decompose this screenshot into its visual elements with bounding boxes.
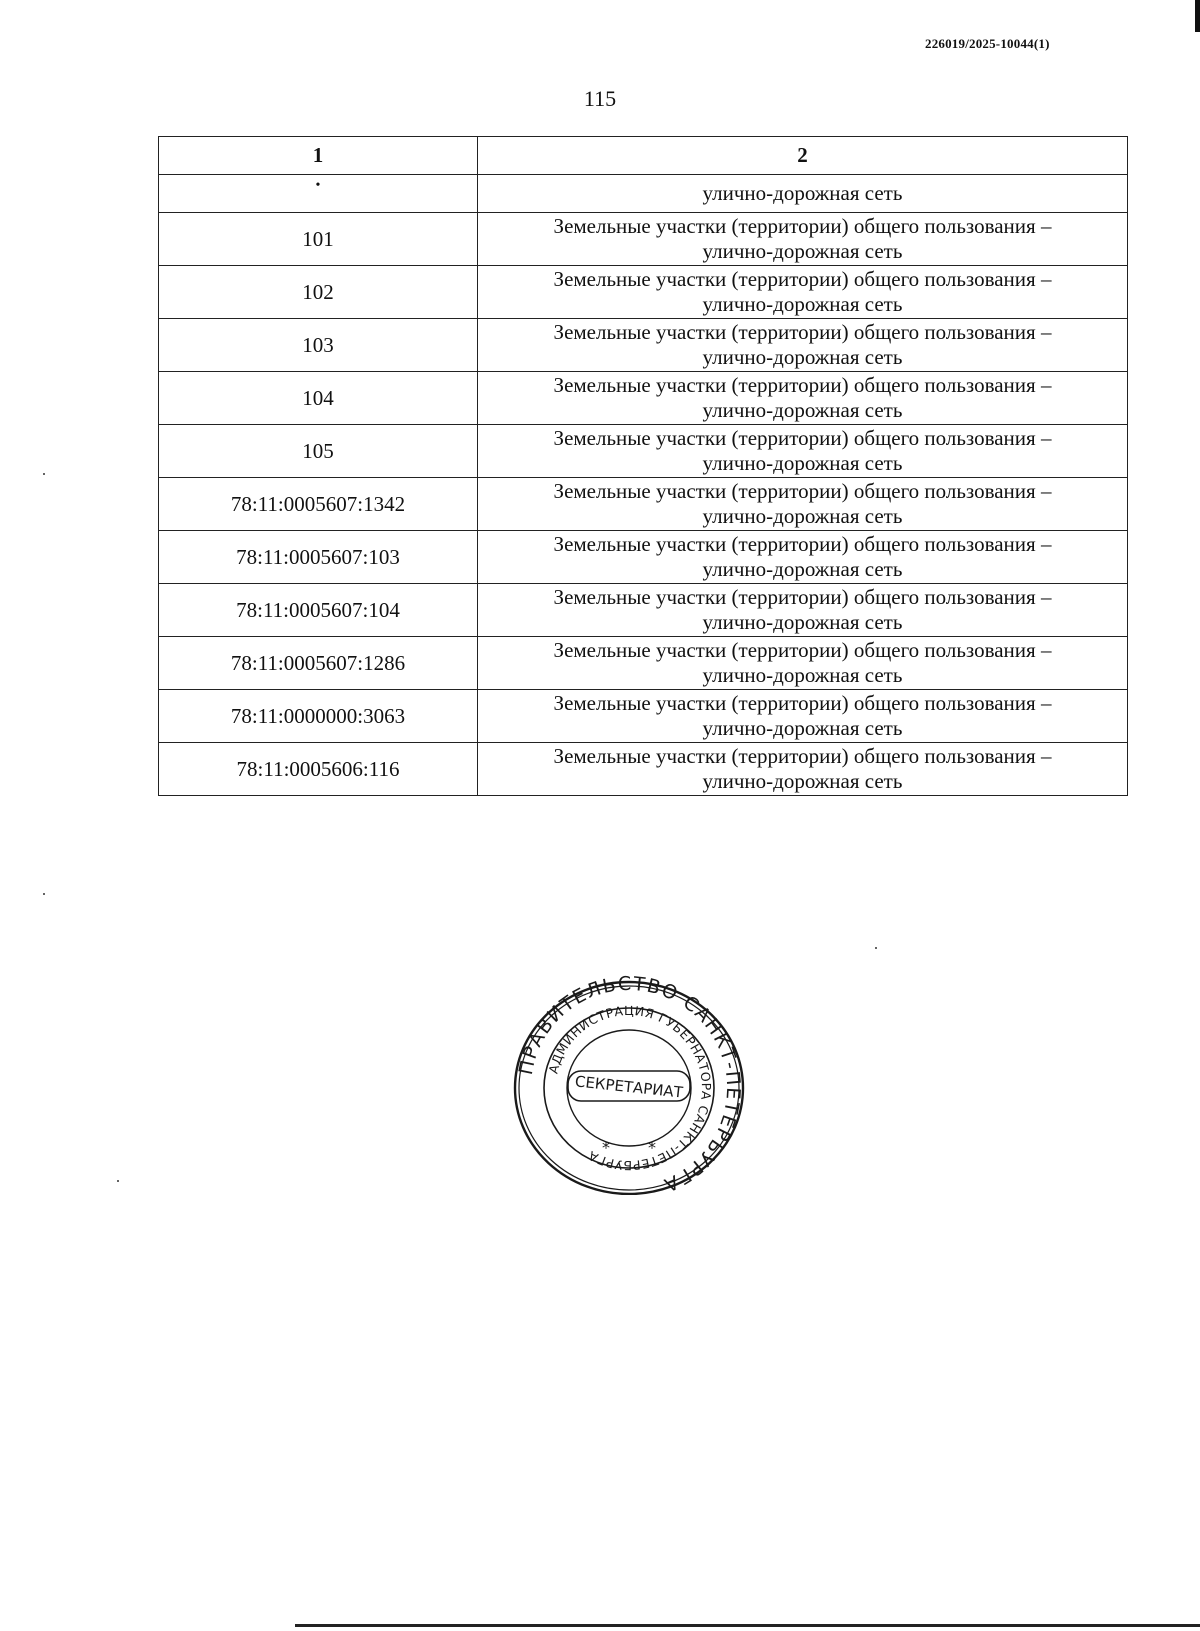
- table-row: [159, 372, 1128, 425]
- scan-edge-mark: [1195, 0, 1200, 32]
- description-line-1: Земельные участки (территории) общего пользования –: [553, 638, 1052, 662]
- description-line-1: Земельные участки (территории) общего пользования –: [553, 479, 1052, 503]
- parcel-description-cell: [478, 478, 1128, 531]
- description-line-1: Земельные участки (территории) общего пользования –: [553, 214, 1052, 238]
- description-line-2: улично-дорожная сеть: [702, 345, 903, 369]
- description-line-2: улично-дорожная сеть: [702, 663, 903, 687]
- scan-speck: [875, 947, 877, 949]
- parcel-id-cell: 78:11:0005607:1342: [159, 478, 478, 531]
- description-line-2: улично-дорожная сеть: [702, 292, 903, 316]
- table-row: [159, 690, 1128, 743]
- description-line-2: улично-дорожная сеть: [702, 610, 903, 634]
- stamp-outer-text: ПРАВИТЕЛЬСТВО САНКТ-ПЕТЕРБУРГА: [514, 975, 745, 1195]
- official-stamp: [512, 975, 747, 1195]
- continuation-cell-1: [159, 175, 478, 213]
- parcel-description-cell: [478, 319, 1128, 372]
- description-line-2: улично-дорожная сеть: [702, 398, 903, 422]
- continuation-mark: •: [315, 178, 321, 193]
- stamp-center-text: СЕКРЕТАРИАТ: [574, 1072, 684, 1102]
- scan-speck: [43, 893, 45, 895]
- column-header-1: 1: [159, 137, 478, 175]
- scan-speck: [117, 1180, 119, 1182]
- table-row: [159, 584, 1128, 637]
- table-row: [159, 266, 1128, 319]
- stamp-inner-text: АДМИНИСТРАЦИЯ ГУБЕРНАТОРА САНКТ-ПЕТЕРБУРГА: [545, 1002, 715, 1174]
- parcel-id-cell: 103: [159, 319, 478, 372]
- scan-speck: [43, 473, 45, 475]
- parcel-id-cell: 105: [159, 425, 478, 478]
- page-number: 115: [583, 86, 617, 111]
- parcel-table: [158, 136, 1128, 796]
- description-line-1: Земельные участки (территории) общего пользования –: [553, 320, 1052, 344]
- description-line-2: улично-дорожная сеть: [702, 769, 903, 793]
- parcel-description-cell: [478, 531, 1128, 584]
- description-line-2: улично-дорожная сеть: [702, 239, 903, 263]
- column-header-2: 2: [478, 137, 1128, 175]
- parcel-description-cell: [478, 266, 1128, 319]
- parcel-description-cell: [478, 372, 1128, 425]
- description-line-2: улично-дорожная сеть: [702, 716, 903, 740]
- parcel-id-cell: 78:11:0005607:103: [159, 531, 478, 584]
- table-row: [159, 531, 1128, 584]
- table-row: [159, 425, 1128, 478]
- continuation-cell-2: улично-дорожная сеть: [478, 175, 1128, 213]
- stamp-star-right: *: [648, 1138, 656, 1157]
- parcel-description-cell: [478, 637, 1128, 690]
- description-line-1: Земельные участки (территории) общего пользования –: [553, 744, 1052, 768]
- description-line-2: улично-дорожная сеть: [702, 451, 903, 475]
- description-line-2: улично-дорожная сеть: [702, 557, 903, 581]
- description-line-1: Земельные участки (территории) общего пользования –: [553, 691, 1052, 715]
- parcel-id-cell: 102: [159, 266, 478, 319]
- table-row: [159, 478, 1128, 531]
- table-row: [159, 637, 1128, 690]
- description-line-1: Земельные участки (территории) общего пользования –: [553, 585, 1052, 609]
- document-id: 226019/2025-10044(1): [925, 36, 1050, 51]
- description-line-1: Земельные участки (территории) общего пользования –: [553, 373, 1052, 397]
- parcel-description-cell: [478, 584, 1128, 637]
- parcel-description-cell: [478, 690, 1128, 743]
- table-row: [159, 743, 1128, 796]
- scan-bottom-edge: [295, 1624, 1200, 1627]
- table-row: [159, 319, 1128, 372]
- parcel-id-cell: 101: [159, 213, 478, 266]
- description-line-2: улично-дорожная сеть: [702, 504, 903, 528]
- parcel-id-cell: 78:11:0005606:116: [159, 743, 478, 796]
- parcel-id-cell: 104: [159, 372, 478, 425]
- description-line-1: Земельные участки (территории) общего пользования –: [553, 267, 1052, 291]
- parcel-id-cell: 78:11:0000000:3063: [159, 690, 478, 743]
- parcel-id-cell: 78:11:0005607:1286: [159, 637, 478, 690]
- table-row: [159, 213, 1128, 266]
- table-continuation-row: [159, 175, 1128, 213]
- parcel-description-cell: [478, 425, 1128, 478]
- table-header-row: [159, 137, 1128, 175]
- parcel-description-cell: [478, 743, 1128, 796]
- stamp-star-left: *: [602, 1138, 610, 1157]
- parcel-description-cell: [478, 213, 1128, 266]
- description-line-1: Земельные участки (территории) общего пользования –: [553, 426, 1052, 450]
- description-line-1: Земельные участки (территории) общего пользования –: [553, 532, 1052, 556]
- parcel-id-cell: 78:11:0005607:104: [159, 584, 478, 637]
